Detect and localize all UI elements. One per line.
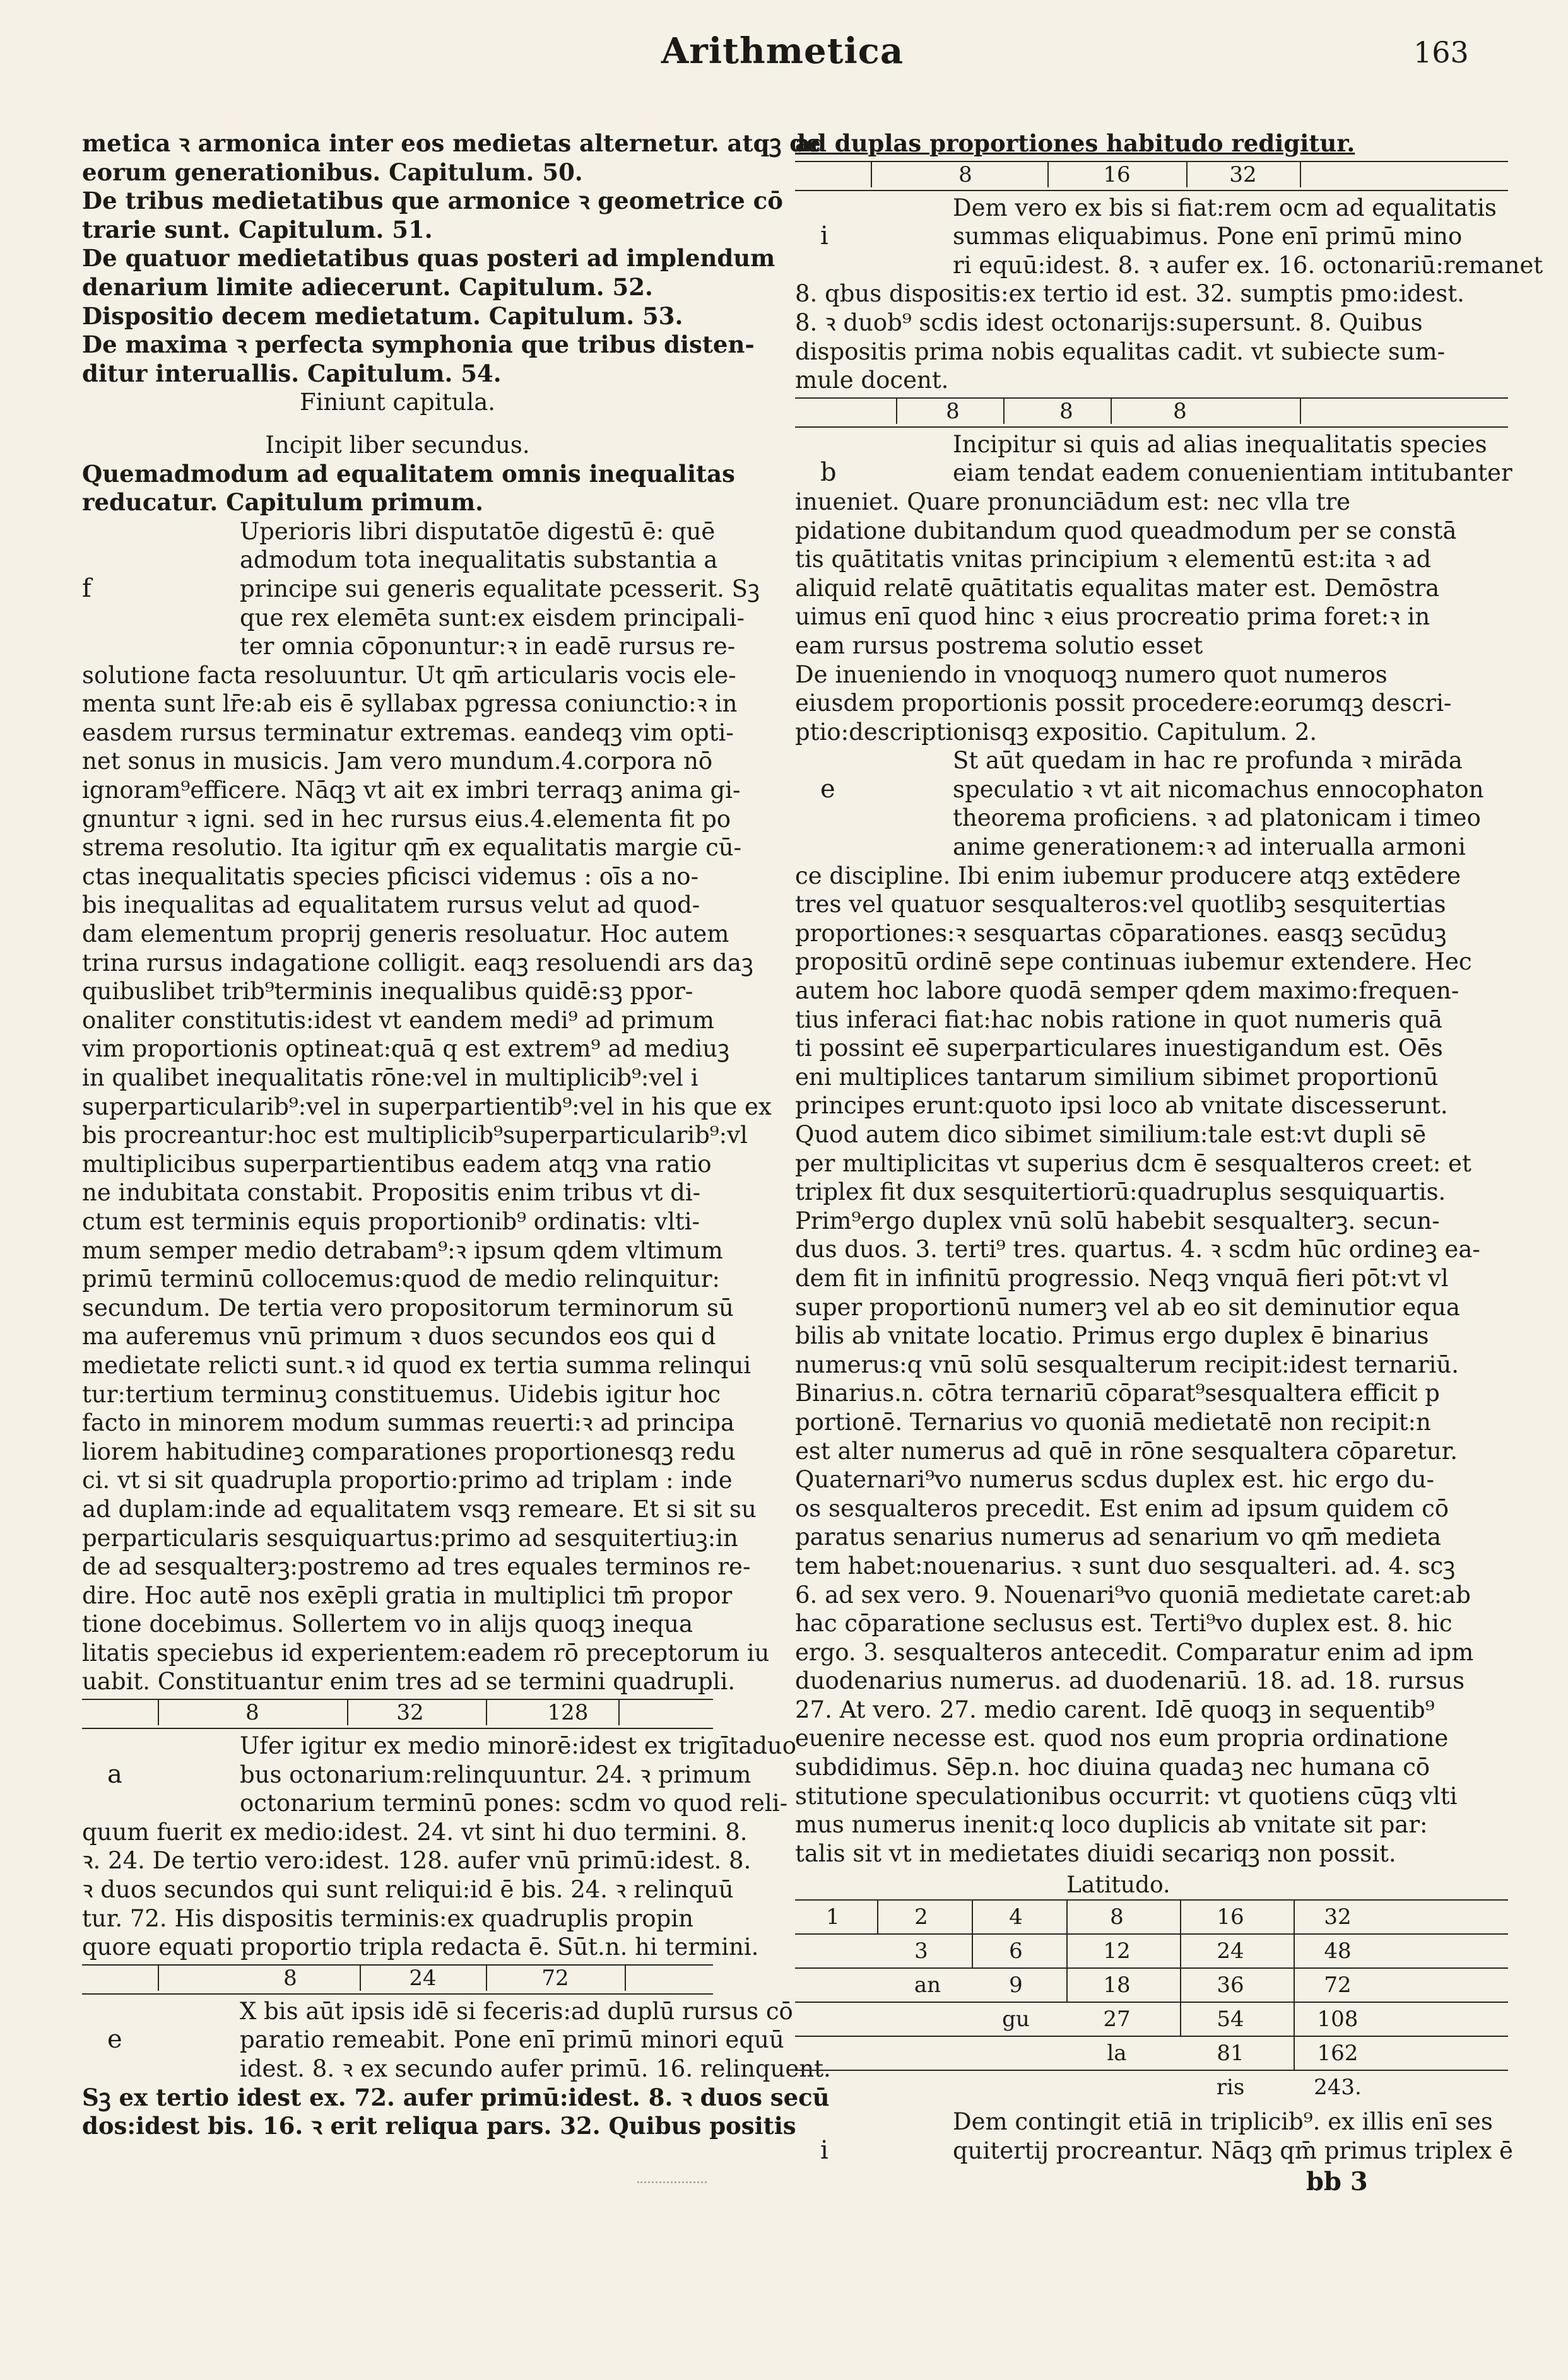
table-cell: gu [1002, 2007, 1030, 2032]
body-line: ter omnia cōponuntur:ꝛ in eadē rursus re- [240, 633, 736, 660]
number-row-double [795, 161, 1508, 191]
body-line: propositū ordinē sepe continuas iubemur extendere. Hec [795, 948, 1472, 976]
body-line: quum fuerit ex medio:idest. 24. vt sint hi duo termini. 8. [82, 1818, 748, 1846]
body-line: St aūt quedam in hac re profunda ꝛ mirāda [953, 747, 1463, 775]
margin-letter: i [820, 2136, 828, 2166]
body-line: ergo. 3. sesqualteros antecedit. Comparatur enim ad ipm [795, 1638, 1474, 1666]
body-line: dispositis prima nobis equalitas cadit. vt subiecte sum- [795, 337, 1446, 365]
incipit-line: Incipit liber secundus. [265, 431, 530, 459]
body-line: eam rursus postrema solutio esset [795, 631, 1203, 659]
left-column [82, 129, 831, 2141]
body-line: multiplicibus superpartientibus eadem atqꝫ vna ratio [82, 1150, 712, 1178]
body-line: tis quātitatis vnitas principium ꝛ elementū est:ita ꝛ ad [795, 546, 1432, 573]
body-line: ad duplas proportiones habitudo redigitur. [795, 129, 1355, 157]
body-line: vim proportionis optineat:quā q est extrem⁹ ad mediuꝫ [82, 1035, 729, 1063]
margin-letter: b [820, 458, 837, 488]
body-line: dus duos. 3. terti⁹ tres. quartus. 4. ꝛ scdm hūc ordineꝫ ea- [795, 1236, 1480, 1263]
body-line: primū terminū collocemus:quod de medio relinquitur: [82, 1265, 720, 1293]
toc-line: metica ꝛ armonica inter eos medietas alternetur. atqꝫ de [82, 129, 821, 157]
margin-letter: i [820, 221, 828, 251]
body-line: mus numerus inenit:q loco duplicis ab vnitate sit par: [795, 1811, 1428, 1839]
body-line: dire. Hoc autē nos exēpli gratia in multiplici tm̄ propor [82, 1581, 733, 1609]
number-cell: 32 [396, 1700, 424, 1726]
body-line: easdem rursus terminatur extremas. eandeqꝫ vim opti- [82, 718, 734, 746]
table-row [795, 2037, 1508, 2071]
body-line: dos:idest bis. 16. ꝛ erit reliqua pars. 32. Quibus positis [82, 2112, 796, 2140]
body-line: mum semper medio detrabam⁹:ꝛ ipsum qdem vltimum [82, 1236, 723, 1264]
number-cell: 8 [283, 1965, 297, 1991]
body-line: principes erunt:quoto ipsi loco ab vnitate discesserunt. [795, 1092, 1448, 1120]
margin-letter: e [107, 2025, 122, 2055]
body-line: a bus octonarium:relinquuntur. 24. ꝛ primum [82, 1761, 713, 1790]
table-cell: an [914, 1973, 941, 1998]
table-cell: 8 [1110, 1904, 1124, 1930]
body-line: ad duplam:inde ad equalitatem vsqꝫ remeare. Et si sit su [82, 1495, 757, 1523]
body-line: per multiplicitas vt superius dcm ē sesqualteros creet: et [795, 1149, 1471, 1177]
latitudo-label: Latitudo. [1066, 1872, 1170, 1899]
number-cell: 32 [1229, 161, 1257, 187]
right-column [795, 129, 1543, 2166]
margin-letter: f [82, 573, 91, 603]
body-line: ne indubitata constabit. Propositis enim tribus vt di- [82, 1179, 701, 1207]
body-line: theorema proficiens. ꝛ ad platonicam i timeo [953, 804, 1481, 832]
body-line: paratus senarius numerus ad senarium vo qm̄ medieta [795, 1523, 1441, 1551]
table-cell: 3 [914, 1938, 928, 1964]
table-cell: 243. [1314, 2075, 1362, 2101]
table-cell: 4 [1009, 1904, 1023, 1930]
toc-line: De maxima ꝛ perfecta symphonia que tribus disten- [82, 331, 755, 359]
folio-number: 163 [1413, 35, 1469, 69]
number-cell: 128 [547, 1700, 589, 1726]
body-line: ti possint eē superparticulares inuestigandum est. Oēs [795, 1035, 1443, 1062]
body-line: talis sit vt in medietates diuidi secariqꝫ non possit. [795, 1839, 1396, 1867]
body-line: octonarium terminū pones: scdm vo quod reli- [240, 1790, 788, 1817]
number-row-equal [795, 397, 1508, 428]
body-line: e paratio remeabit. Pone enī primū minori equū [82, 2025, 713, 2055]
chapter-heading: De inueniendo in vnoquoqꝫ numero quot numeros [795, 660, 1388, 688]
toc-line: Dispositio decem medietatum. Capitulum. 53. [82, 302, 683, 330]
body-line: mule docent. [795, 366, 949, 394]
body-line: Uperioris libri disputatōe digestū ē: quē [240, 517, 716, 545]
body-line: uabit. Constituantur enim tres ad se termini quadrupli. [82, 1668, 736, 1696]
body-line: ce discipline. Ibi enim iubemur producere atqꝫ extēdere [795, 862, 1461, 889]
toc-line: denarium limite adiecerunt. Capitulum. 52. [82, 273, 653, 301]
table-cell: 12 [1103, 1938, 1131, 1964]
body-line: tur. 72. His dispositis terminis:ex quadruplis propin [82, 1904, 693, 1932]
body-line: e speculatio ꝛ vt ait nicomachus ennocophaton [795, 775, 1508, 804]
body-line: bis inequalitas ad equalitatem rursus velut ad quod- [82, 891, 700, 919]
latitudo-table [795, 1872, 1508, 2104]
body-line: trina rursus indagatione colligit. eaqꝫ resoluendi ars daꝫ [82, 949, 753, 976]
running-title: Arithmetica [661, 30, 904, 72]
body-line: dam elementum proprij generis resoluatur. Hoc autem [82, 920, 729, 948]
table-cell: 27 [1103, 2007, 1131, 2032]
body-line: 6. ad sex vero. 9. Nouenari⁹vo quoniā medietate caret:ab [795, 1581, 1471, 1609]
body-line: triplex fit dux sesquitertiorū:quadruplus sesquiquartis. [795, 1178, 1446, 1206]
body-line: dem fit in infinitū progressio. Neqꝫ vnquā fieri pōt:vt vl [795, 1264, 1449, 1292]
body-line: numerus:q vnū solū sesqualterum recipit:idest ternariū. [795, 1351, 1459, 1378]
table-cell: 2 [914, 1904, 928, 1930]
table-row [795, 1935, 1508, 1969]
table-cell: 54 [1217, 2007, 1244, 2032]
body-line: tione docebimus. Sollertem vo in alijs quoqꝫ inequa [82, 1610, 693, 1638]
chapter-heading: reducatur. Capitulum primum. [82, 488, 483, 517]
number-row-triple [82, 1964, 713, 1995]
body-line: ctum est terminis equis proportionib⁹ ordinatis: vlti- [82, 1207, 700, 1235]
body-line: subdidimus. Sēp.n. hoc diuina quadaꝫ nec humana cō [795, 1754, 1430, 1781]
body-line: medietate relicti sunt.ꝛ id quod ex tertia summa relinqui [82, 1351, 752, 1379]
table-row [795, 1899, 1508, 1935]
body-line: os sesqualteros precedit. Est enim ad ipsum quidem cō [795, 1494, 1449, 1522]
table-cell: 108 [1317, 2007, 1359, 2032]
body-line: tem habet:nouenarius. ꝛ sunt duo sesqualteri. ad. 4. scꝫ [795, 1552, 1456, 1580]
body-line: 27. At vero. 27. medio carent. Idē quoqꝫ in sequentib⁹ [795, 1696, 1435, 1723]
table-cell: 32 [1324, 1904, 1352, 1930]
body-line: solutione facta resoluuntur. Ut qm̄ articularis vocis ele- [82, 661, 736, 689]
body-line: portionē. Ternarius vo quoniā medietatē non recipit:n [795, 1408, 1431, 1436]
body-line: ignoram⁹efficere. Nāqꝫ vt ait ex imbri terraqꝫ anima gi- [82, 777, 741, 804]
number-cell: 8 [946, 398, 960, 424]
catchword: bb 3 [1306, 2167, 1368, 2196]
body-line: quibuslibet trib⁹terminis inequalibus quidē:sꝫ ppor- [82, 978, 693, 1005]
explicit-capitula: Finiunt capitula. [299, 389, 496, 416]
body-line: Quaternari⁹vo numerus scdus duplex est. hic ergo du- [795, 1466, 1435, 1494]
number-cell: 8 [245, 1700, 259, 1726]
body-line: super proportionū numerꝫ vel ab eo sit deminutior equa [795, 1293, 1460, 1321]
body-line: ma auferemus vnū primum ꝛ duos secundos eos qui d [82, 1323, 716, 1351]
body-line: Quod autem dico sibimet similium:tale est:vt dupli sē [795, 1121, 1427, 1148]
body-line: proportiones:ꝛ sesquartas cōparationes. easqꝫ secūduꝫ [795, 919, 1447, 947]
body-line: in qualibet inequalitatis rōne:vel in multiplicib⁹:vel i [82, 1064, 699, 1091]
table-cell: 162 [1317, 2041, 1359, 2066]
body-line: aliquid relatē quātitatis equalitas mater est. Demōstra [795, 574, 1440, 602]
body-line: que rex elemēta sunt:ex eisdem principali- [240, 604, 745, 631]
body-line: onaliter constitutis:idest vt eandem medi⁹ ad primum [82, 1006, 714, 1034]
body-line: ci. vt si sit quadrupla proportio:primo ad triplam : inde [82, 1467, 733, 1494]
body-line: tius inferaci fiat:hac nobis ratione in quot numeris quā [795, 1005, 1442, 1033]
chapter-heading: Quemadmodum ad equalitatem omnis inequalitas [82, 459, 735, 488]
number-cell: 8 [1173, 398, 1187, 424]
body-line: Sꝫ ex tertio idest ex. 72. aufer primū:idest. 8. ꝛ duos secū [82, 2083, 830, 2111]
body-line: 8. qbus dispositis:ex tertio id est. 32. sumptis pmo:idest. [795, 280, 1465, 308]
table-cell: 9 [1009, 1973, 1023, 1998]
body-line: ꝛ. 24. De tertio vero:idest. 128. aufer vnū primū:idest. 8. [82, 1847, 752, 1875]
number-cell: 8 [958, 161, 972, 187]
body-line: ctas inequalitatis species pficisci videmus : oīs a no- [82, 862, 699, 890]
margin-letter: e [820, 774, 835, 804]
body-line: hac cōparatione seclusus est. Terti⁹vo duplex est. 8. hic [795, 1610, 1453, 1638]
body-line: Prim⁹ergo duplex vnū solū habebit sesqualterꝫ. secun- [795, 1207, 1440, 1234]
table-cell: 6 [1009, 1938, 1023, 1964]
body-line: pidatione dubitandum quod queadmodum per se constā [795, 517, 1457, 544]
table-cell: 81 [1217, 2041, 1244, 2066]
body-line: superparticularib⁹:vel in superpartientib⁹:vel in his que ex [82, 1093, 772, 1120]
toc-line: ditur interuallis. Capitulum. 54. [82, 359, 502, 387]
body-line: ri equū:idest. 8. ꝛ aufer ex. 16. octonariū:remanet [953, 251, 1543, 279]
body-line: strema resolutio. Ita igitur qm̄ ex equalitatis margie cū- [82, 834, 742, 862]
body-line: de ad sesqualterꝫ:postremo ad tres equales terminos re- [82, 1553, 751, 1581]
body-line: f principe sui generis equalitate pcesserit. Sꝫ [82, 573, 760, 603]
body-line: Binarius.n. cōtra ternariū cōparat⁹sesqualtera efficit p [795, 1380, 1440, 1407]
body-line: ꝛ duos secundos qui sunt reliqui:id ē bis. 24. ꝛ relinquū [82, 1876, 734, 1904]
table-row [795, 2071, 1508, 2104]
body-line: Incipitur si quis ad alias inequalitatis species [953, 430, 1487, 458]
body-line: menta sunt lr̄e:ab eis ē syllabax pgressa coniunctio:ꝛ in [82, 690, 738, 718]
body-line: 8. ꝛ duob⁹ scdis idest octonarijs:supersunt. 8. Quibus [795, 308, 1423, 336]
table-cell: 72 [1324, 1973, 1352, 1998]
body-line: admodum tota inequalitatis substantia a [240, 546, 718, 574]
chapter-heading: eiusdem proportionis possit procedere:eorumqꝫ descri- [795, 689, 1452, 717]
body-line: inueniet. Quare pronunciādum est: nec vlla tre [795, 488, 1351, 515]
body-line: bis procreantur:hoc est multiplicib⁹superparticularib⁹:vl [82, 1122, 748, 1149]
table-row [795, 1969, 1508, 2003]
table-cell: la [1107, 2041, 1127, 2066]
table-cell: 36 [1217, 1973, 1244, 1998]
body-line: autem hoc labore quodā semper qdem maximo:frequen- [795, 977, 1459, 1005]
body-line: tres vel quatuor sesqualteros:vel quotlibꝫ sesquitertias [795, 891, 1446, 918]
table-cell: 1 [826, 1904, 840, 1930]
body-line: liorem habitudineꝫ comparationes proportionesqꝫ redu [82, 1438, 736, 1465]
body-line: Ufer igitur ex medio minorē:idest ex trigītaduo [240, 1732, 797, 1760]
body-line: eni multiplices tantarum similium sibimet proportionū [795, 1063, 1439, 1091]
body-line: i quitertij procreantur. Nāqꝫ qm̄ primus triplex ē [795, 2137, 1508, 2166]
table-cell: 18 [1103, 1973, 1131, 1998]
margin-letter: a [107, 1759, 122, 1789]
toc-line: trarie sunt. Capitulum. 51. [82, 215, 433, 243]
body-line: facto in minorem modum summas reuerti:ꝛ ad principa [82, 1409, 735, 1437]
body-line: litatis speciebus id experientem:eadem rō preceptorum iu [82, 1639, 770, 1667]
toc-line: De tribus medietatibus que armonice ꝛ geometrice cō [82, 187, 783, 215]
number-cell: 8 [1059, 398, 1073, 424]
body-line: i summas eliquabimus. Pone enī primū mino [795, 222, 1508, 251]
body-line: tur:tertium terminuꝫ constituemus. Uidebis igitur hoc [82, 1380, 721, 1408]
table-cell: 16 [1217, 1904, 1244, 1930]
body-line: Dem vero ex bis si fiat:rem ocm ad equalitatis [953, 194, 1497, 221]
body-line: net sonus in musicis. Jam vero mundum.4.corpora nō [82, 747, 713, 775]
body-line: b eiam tendat eadem conuenientiam intitubanter [795, 459, 1508, 488]
body-line: idest. 8. ꝛ ex secundo aufer primū. 16. relinquent. [240, 2055, 831, 2082]
toc-line: eorum generationibus. Capitulum. 50. [82, 158, 583, 186]
toc-line: De quatuor medietatibus quas posteri ad implendum [82, 244, 775, 273]
body-line: uimus enī quod hinc ꝛ eius procreatio prima foret:ꝛ in [795, 603, 1430, 631]
body-line: gnuntur ꝛ igni. sed in hec rursus eius.4.elementa fit po [82, 805, 731, 833]
table-cell: 24 [1217, 1938, 1244, 1964]
body-line: Dem contingit etiā in triplicib⁹. ex illis enī ses [953, 2108, 1493, 2136]
body-line: stitutione speculationibus occurrit: vt quotiens cūqꝫ vlti [795, 1782, 1458, 1810]
body-line: est alter numerus ad quē in rōne sesqualtera cōparetur. [795, 1437, 1458, 1465]
number-row-quadruple [82, 1699, 713, 1729]
number-cell: 72 [541, 1965, 569, 1991]
number-cell: 16 [1103, 161, 1131, 187]
table-cell: ris [1216, 2075, 1245, 2101]
number-cell: 24 [409, 1965, 437, 1991]
body-line: bilis ab vnitate locatio. Primus ergo duplex ē binarius [795, 1322, 1429, 1350]
table-cell: 48 [1324, 1938, 1352, 1964]
chapter-heading: ptio:descriptionisqꝫ expositio. Capitulum. 2. [795, 718, 1317, 746]
page-stain [637, 2167, 707, 2183]
body-line: euenire necesse est. quod nos eum propria ordinatione [795, 1725, 1449, 1752]
body-line: duodenarius numerus. ad duodenariū. 18. ad. 18. rursus [795, 1667, 1465, 1695]
body-line: secundum. De tertia vero propositorum terminorum sū [82, 1294, 734, 1322]
body-line: perparticularis sesquiquartus:primo ad sesquitertiuꝫ:in [82, 1524, 738, 1552]
body-line: anime generationem:ꝛ ad interualla armoni [953, 833, 1466, 861]
body-line: quore equati proportio tripla redacta ē. Sūt.n. hi termini. [82, 1933, 759, 1961]
body-line: X bis aūt ipsis idē si feceris:ad duplū rursus cō [240, 1997, 793, 2025]
table-row [795, 2003, 1508, 2037]
